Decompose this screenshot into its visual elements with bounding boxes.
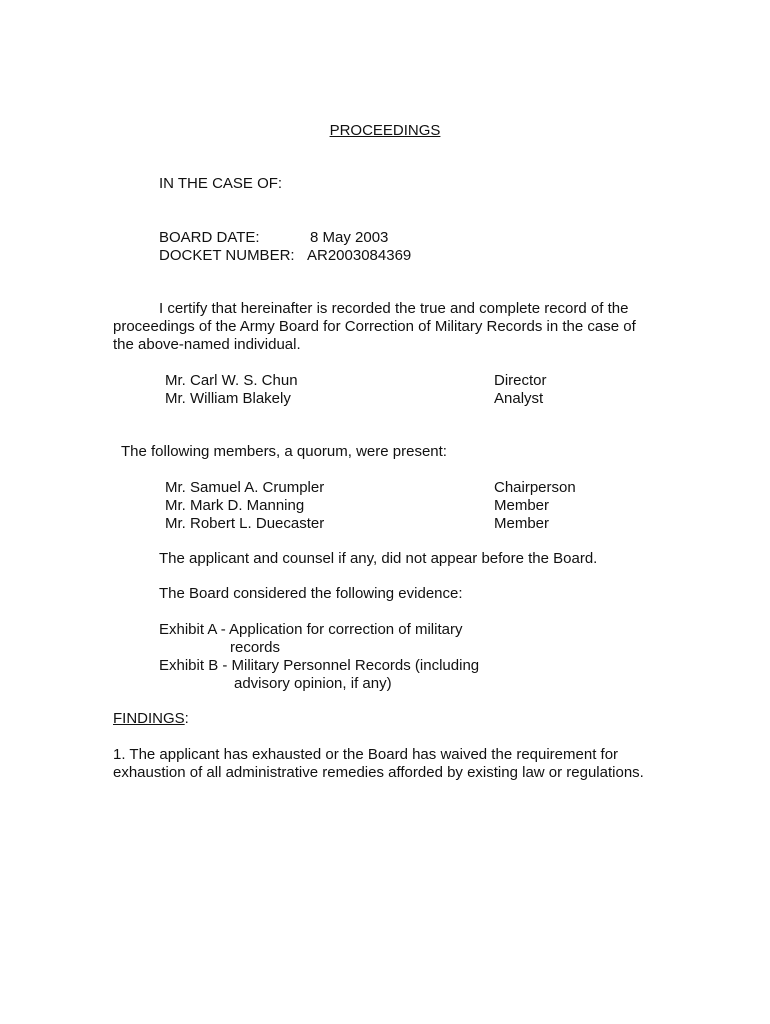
findings-heading	[113, 710, 189, 728]
member-name: Mr. Robert L. Duecaster	[165, 515, 325, 532]
member-role: Member	[494, 497, 550, 514]
exhibit-b-line-1: Exhibit B - Military Personnel Records (including	[159, 657, 480, 674]
docket-number-value: AR2003084369	[307, 247, 412, 264]
member-role: Member	[494, 515, 550, 532]
appearance-statement: The applicant and counsel if any, did not appear before the Board.	[159, 550, 598, 567]
findings-heading-text: FINDINGS	[113, 710, 185, 727]
exhibit-a-line-2: records	[230, 639, 281, 656]
staff-role: Director	[494, 372, 547, 389]
evidence-intro: The Board considered the following evidence:	[159, 585, 463, 602]
exhibit-b-line-2: advisory opinion, if any)	[234, 675, 392, 692]
staff-name: Mr. Carl W. S. Chun	[165, 372, 298, 389]
page-title: PROCEEDINGS	[329, 122, 441, 139]
exhibit-a-line-1: Exhibit A - Application for correction of military	[159, 621, 463, 638]
members-intro: The following members, a quorum, were present:	[121, 443, 447, 460]
finding-paragraph: 1. The applicant has exhausted or the Board has waived the requirement for exhaustion of all administrative remedies afforded by existing law or regulations.	[113, 746, 644, 781]
findings-heading-colon: :	[184, 710, 189, 727]
case-of-label: IN THE CASE OF:	[159, 175, 283, 192]
board-date-label: BOARD DATE:	[159, 229, 260, 246]
board-date-value: 8 May 2003	[310, 229, 389, 246]
docket-number-label: DOCKET NUMBER:	[159, 247, 295, 264]
member-role: Chairperson	[494, 479, 576, 496]
member-name: Mr. Samuel A. Crumpler	[165, 479, 325, 496]
staff-role: Analyst	[494, 390, 544, 407]
member-name: Mr. Mark D. Manning	[165, 497, 305, 514]
certification-paragraph: I certify that hereinafter is recorded the true and complete record of the proceedings of the Army Board for Correction of Military Records in the case of the above-named individual.	[113, 300, 636, 353]
staff-name: Mr. William Blakely	[165, 390, 291, 407]
